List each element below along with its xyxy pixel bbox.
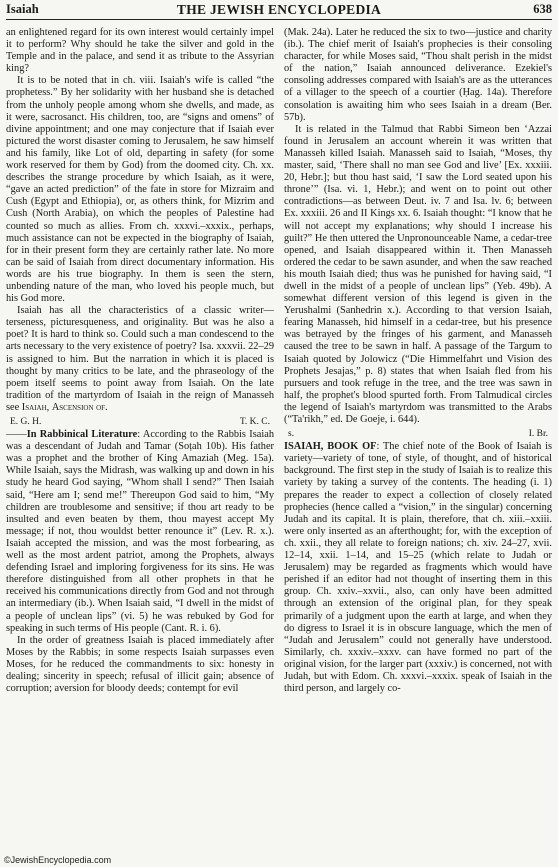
header-rule <box>6 19 552 20</box>
author-signature: E. G. H. T. K. C. <box>10 417 270 427</box>
paragraph: an enlightened regard for its own interest would certainly impel it to perform? Why should he take the silver and gold in the Temple and in the palace, and send it as tribute to the Assyrian king? <box>6 27 274 75</box>
header-page-number: 638 <box>533 2 552 16</box>
section-heading: In Rabbinical Literature <box>26 429 138 441</box>
right-column <box>284 27 552 695</box>
paragraph: It is related in the Talmud that Rabbi Simeon ben ‘Azzai found in Jerusalem an account wherein it was written that Manasseh killed Isaiah. Manasseh said to Isaiah, “Moses, thy master, said, ‘There shall no man see God and live’ [Ex. xxxiii. 20, Hebr.]; but thou hast said, ‘I saw the Lord seated upon his throne’” (Isa. vi. 1, Hebr.); and went on to point out other contradictions—as between Deut. iv. 7 and Isa. lv. 6; between Ex. xxxiii. 26 and II Kings xx. 6. Isaiah thought: “I know that he will not accept my explanations; why should I increase his guilt?” He then uttered the Unpronounceable Name, a cedar-tree opened, and Isaiah disappeared within it. Then Manasseh ordered the cedar to be sawn asunder, and when the saw reached his mouth Isaiah died; thus was he punished for having said, “I dwell in the midst of a people of unclean lips” (Yeb. 49b). A somewhat different version of this legend is given in the Yerushalmi (Sanhedrin x.). According to that version Isaiah, fearing Manasseh, hid himself in a cedar-tree, but his presence was betrayed by the fringes of his garment, and Manasseh caused the tree to be sawn in half. A passage of the Targum to Isaiah quoted by Jolowicz (“Die Himmelfahrt und Vision des Prophets Jesajas,” p. 8) states that when Isaiah fled from his pursuers and took refuge in the tree, and the tree was sawn in half, the prophet's blood spurted forth. From Talmudical circles the legend of Isaiah's martyrdom was transmitted to the Arabs (“Ta'rikh,” ed. De Goeje, i. 644). <box>284 123 552 425</box>
article-heading: ISAIAH, BOOK OF <box>284 441 377 453</box>
paragraph: It is to be noted that in ch. viii. Isaiah's wife is called “the prophetess.” By her solidarity with her husband she is detached from the unholy people among whom she dwells, and made, as it were, sacrosanct. His children, too, are “signs and omens” of divine appointment; and one may conjecture that if Isaiah ever pictured the worst disaster coming to Jerusalem, he saw himself and his family, like Lot of old, departing in safety (for some work reserved for them by God) from the doomed city. Ch. xx. describes the strange procedure by which Isaiah, as it were, “gave an acted prediction” of the fate in store for Mizraim and Cush (Egypt and Ethiopia), or, as others think, for Mizrim and Cush (North Arabia), on which the peoples of Palestine had counted so much as allies. From ch. xxxvi.–xxxix., perhaps, much assistance can not be expected in the biography of Isaiah, for in their present form they are certainly rather late. No more can be said of Isaiah from direct documentary information. His words are his true biography. In them is seen the stern, unbending nature of the man, who loved his people much, but his God more. <box>6 75 274 305</box>
article-paragraph: ISAIAH, BOOK OF: The chief note of the Book of Isaiah is variety—variety of tone, of style, of thought, and of historical background. The first step in the study of Isaiah is to realize this variety by taking a survey of the contents. The heading (i. 1) prepares the reader to expect a collection of closely related prophecies (hence called a “vision,” in the singular) concerning Judah and its capital. It is plain, therefore, that ch. xiii.–xxiii. were only inserted as an afterthought; for, with the exception of ch. xxii., they all relate to foreign nations; ch. xiv. 24–27, xvii. 12–14, xxii. 1–14, and 15–25 (which relate to Judah or Jerusalem) may be regarded as fragments which would have perished if an editor had not thought of inserting them in this group. Ch. xxiv.–xxvii., also, can only have been admitted through an extension of the original plan, for they speak primarily of a judgment upon the earth at large, and when they do digress to Israel it is in obscure language, which the men of “Judah and Jerusalem” could not generally have understood. Similarly, ch. xxxiv.–xxxv. can have formed no part of the original vision, for the larger part (xxxiv.) is concerned, not with Judah, but with Edom. Ch. xxxvi.–xxxix. speak of Isaiah in the third person, and largely co- <box>284 441 553 695</box>
paragraph: In the order of greatness Isaiah is placed immediately after Moses by the Rabbis; in some respects Isaiah surpasses even Moses, for he reduced the commandments to six: honesty in dealing; sincerity in speech; refusal of illicit gain; absence of corruption; aversion for bloody deeds; contempt for evil <box>6 634 274 695</box>
page-header <box>6 2 552 18</box>
header-title: THE JEWISH ENCYCLOPEDIA <box>176 2 382 17</box>
cross-reference-link[interactable]: Isaiah <box>21 401 47 413</box>
section-paragraph: ——In Rabbinical Literature: According to the Rabbis Isaiah was a descendant of Judah and Tamar (Soṭah 10b). His father was a prophet and the brother of King Amaziah (Meg. 15a). While Isaiah, says the Midrash, was walking up and down in his study he heard God saying, “Whom shall I send?” Then Isaiah said, “Here am I; send me!” Thereupon God said to him, “My children are troublesome and sensitive; if thou art ready to be insulted and even beaten by them, thou mayest accept My message; if not, thou wouldst better renounce it” (Lev. R. x.). Isaiah accepted the mission, and was the most forbearing, as well as the most ardent patriot, among the Prophets, always defending Israel and imploring forgiveness for its sins. He was therefore distinguished from all other prophets in that he received his communications directly from God and not through an intermediary (ib.). When Isaiah said, “I dwell in the midst of a people of unclean lips” (vi. 5) he was rebuked by God for speaking in such terms of His people (Cant. R. i. 6). <box>6 429 274 634</box>
paragraph: Isaiah has all the characteristics of a classic writer—terseness, picturesqueness, and originality. But was he also a poet? It is hard to think so. Could such a man condescend to the arts necessary to the very existence of poetry? Isa. xxxvii. 22–29 is assigned to him. But the narration in which it is placed is thought by many critics to be late, and the phraseology of the poem itself seems to point away from Isaiah. On the late tradition of the martyrdom of Isaiah in the reign of Manasseh see Isaiah, Ascension of. <box>6 305 274 413</box>
copyright-footer: ©JewishEncyclopedia.com <box>4 855 112 865</box>
header-article-name: Isaiah <box>6 2 39 16</box>
left-column <box>6 27 274 695</box>
author-signature: s. I. Br. <box>288 429 548 440</box>
paragraph: (Mak. 24a). Later he reduced the six to two—justice and charity (ib.). The chief merit of Isaiah's prophecies is their consoling character, for while Moses said, “Thou shalt perish in the midst of the nation,” Isaiah announced deliverance. Ezekiel's consoling addresses compared with Isaiah's are as the utterances of a villager to the speech of a courtier (Ḥag. 14a). Therefore consolation is awaiting him who sees Isaiah in a dream (Ber. 57b). <box>284 27 552 123</box>
cross-reference-link[interactable]: Ascension of <box>51 401 106 413</box>
